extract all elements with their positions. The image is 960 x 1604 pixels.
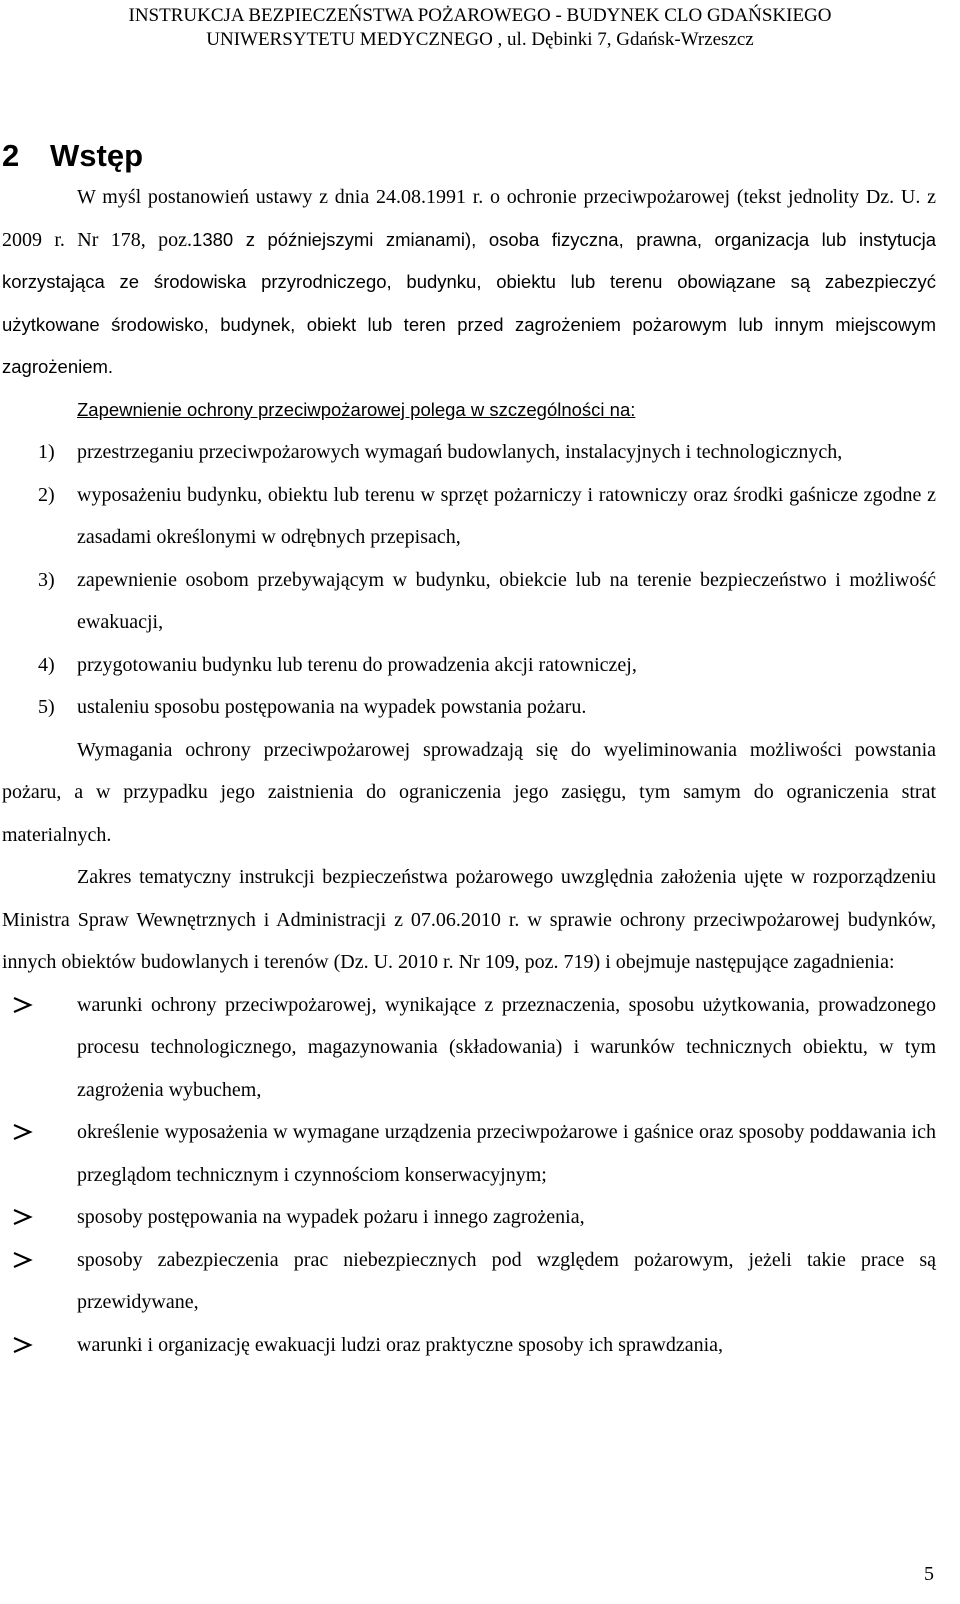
bullet-item: [2, 1111, 936, 1196]
list-item-number: 1): [38, 441, 55, 463]
bullet-item: [2, 1196, 936, 1239]
scope-paragraph: Zakres tematyczny instrukcji bezpieczeństwa pożarowego uwzględnia założenia ujęte w rozporządzeniu Ministra Spraw Wewnętrznych i Administracji z 07.06.2010 r. w sprawie ochrony przeciwpożarowej budynków, innych obiektów budowlanych i terenów (Dz. U. 2010 r. Nr 109, poz. 719) i obejmuje następujące zagadnienia:: [2, 866, 936, 973]
arrowhead-bullet-icon: [11, 1208, 33, 1226]
list-item-text: ustaleniu sposobu postępowania na wypadek powstania pożaru.: [77, 696, 587, 718]
bullet-item-text: sposoby postępowania na wypadek pożaru i innego zagrożenia,: [77, 1206, 585, 1228]
arrowhead-bullet-icon: [11, 1123, 33, 1141]
arrowhead-bullet-icon: [11, 1251, 33, 1269]
list-item: [2, 431, 936, 474]
list-item-number: 3): [38, 568, 55, 591]
intro-part-1: W myśl postanowień ustawy z dnia 24.08.1991 r. o ochronie przeciwpożarowej (tekst jednolity Dz. U. z 2009 r. Nr 178, poz.: [2, 186, 936, 251]
list-item-number: 5): [38, 696, 55, 718]
protection-lead: Zapewnienie ochrony przeciwpożarowej polega w szczególności na:: [77, 398, 636, 420]
bullet-item: [2, 1239, 936, 1324]
requirements-paragraph: Wymagania ochrony przeciwpożarowej sprowadzają się do wyeliminowania możliwości powstania pożaru, a w przypadku jego zaistnienia do ograniczenia jego zasięgu, tym samym do ograniczenia strat materialnych.: [2, 738, 936, 846]
intro-paragraph: [2, 176, 936, 389]
list-item-text: wyposażeniu budynku, obiektu lub terenu w sprzęt pożarniczy i ratowniczy oraz środki gaśnicze zgodne z zasadami określonymi w odrębnych przepisach,: [77, 483, 936, 548]
bullet-item: [2, 1324, 936, 1367]
list-item-text: zapewnienie osobom przebywającym w budynku, obiekcie lub na terenie bezpieczeństwo i możliwość ewakuacji,: [77, 568, 936, 633]
list-item-text: przestrzeganiu przeciwpożarowych wymagań budowlanych, instalacyjnych i technologicznych,: [77, 441, 843, 463]
list-item: [2, 474, 936, 559]
section-number: 2: [2, 138, 20, 173]
bullet-item-text: warunki ochrony przeciwpożarowej, wynikające z przeznaczenia, sposobu użytkowania, prowadzonego procesu technologicznego, magazynowania (składowania) i warunków technicznych obiektu, w tym zagrożenia wybuchem,: [77, 993, 936, 1101]
header-line-2: UNIWERSYTETU MEDYCZNEGO , ul. Dębinki 7, Gdańsk-Wrzeszcz: [206, 29, 754, 50]
intro-part-2: 1380 z późniejszymi zmianami), osoba fizyczna, prawna, organizacja lub instytucja korzystająca ze środowiska przyrodniczego, budynku, obiektu lub terenu obowiązane są zabezpieczyć użytkowane środowisko, budynek, obiekt lub teren przed zagrożeniem pożarowym lub innym miejscowym zagrożeniem.: [2, 228, 936, 377]
section-heading: [2, 136, 143, 176]
document-header: [0, 4, 960, 52]
list-item: [2, 559, 936, 644]
list-item-number: 4): [38, 653, 55, 676]
list-item: [2, 644, 936, 687]
page-number: 5: [924, 1563, 934, 1585]
bullet-item-text: określenie wyposażenia w wymagane urządzenia przeciwpożarowe i gaśnice oraz sposoby poddawania ich przeglądom technicznym i czynnościom konserwacyjnym;: [77, 1121, 936, 1186]
bullet-item-text: warunki i organizację ewakuacji ludzi oraz praktyczne sposoby ich sprawdzania,: [77, 1333, 724, 1356]
header-line-1: INSTRUKCJA BEZPIECZEŃSTWA POŻAROWEGO - BUDYNEK CLO GDAŃSKIEGO: [128, 5, 832, 26]
bullet-item: [2, 984, 936, 1112]
list-item-text: przygotowaniu budynku lub terenu do prowadzenia akcji ratowniczej,: [77, 653, 637, 676]
arrowhead-bullet-icon: [11, 1336, 33, 1354]
document-body: [2, 176, 936, 1366]
bullet-item-text: sposoby zabezpieczenia prac niebezpiecznych pod względem pożarowym, jeżeli takie prace są przewidywane,: [77, 1248, 936, 1313]
arrowhead-bullet-icon: [11, 996, 33, 1014]
list-item-number: 2): [38, 483, 55, 506]
list-item: [2, 686, 936, 729]
section-title: Wstęp: [50, 138, 143, 173]
